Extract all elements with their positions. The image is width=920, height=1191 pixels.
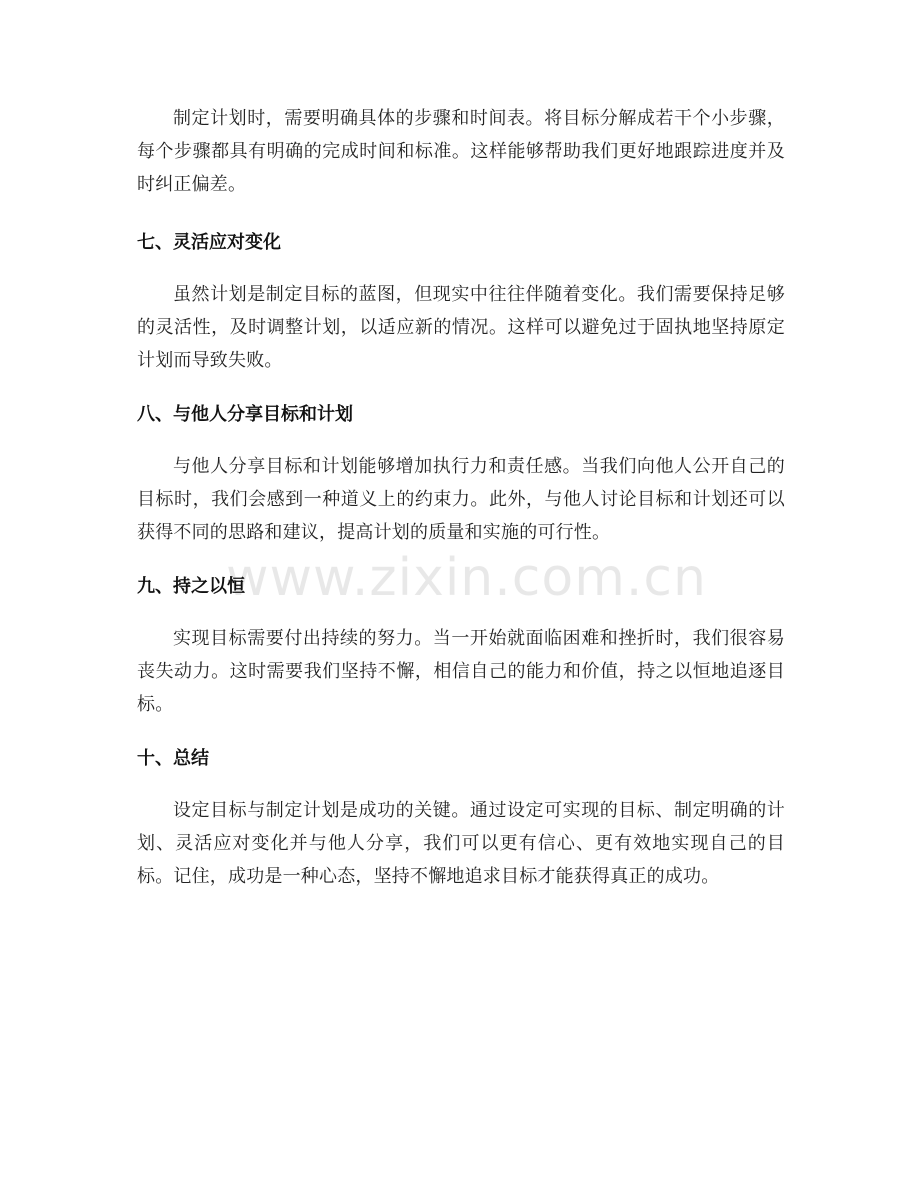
heading-section-8: 八、与他人分享目标和计划: [137, 404, 353, 425]
paragraph-section-9: 实现目标需要付出持续的努力。当一开始就面临困难和挫折时，我们很容易丧失动力。这时需要我们坚持不懈，相信自己的能力和价值，持之以恒地追逐目标。: [137, 628, 785, 715]
paragraph-section-8: 与他人分享目标和计划能够增加执行力和责任感。当我们向他人公开自己的目标时，我们会感到一种道义上的约束力。此外，与他人讨论目标和计划还可以获得不同的思路和建议，提高计划的质量和实施的可行性。: [137, 456, 785, 543]
section-9-heading-wrap: [137, 570, 785, 603]
watermark-text: www.zixin.com.cn: [226, 548, 707, 608]
section-8-heading-wrap: [137, 398, 785, 431]
paragraph-plan-details: 制定计划时，需要明确具体的步骤和时间表。将目标分解成若干个小步骤，每个步骤都具有明确的完成时间和标准。这样能够帮助我们更好地跟踪进度并及时纠正偏差。: [137, 108, 785, 195]
section-10-heading-wrap: [137, 742, 785, 775]
paragraph-section-7: 虽然计划是制定目标的蓝图，但现实中往往伴随着变化。我们需要保持足够的灵活性，及时调整计划，以适应新的情况。这样可以避免过于固执地坚持原定计划而导致失败。: [137, 284, 785, 371]
heading-section-9: 九、持之以恒: [137, 576, 245, 597]
paragraph-section-10: 设定目标与制定计划是成功的关键。通过设定可实现的目标、制定明确的计划、灵活应对变化并与他人分享，我们可以更有信心、更有效地实现自己的目标。记住，成功是一种心态，坚持不懈地追求目标才能获得真正的成功。: [137, 800, 785, 887]
section-plan-details: [137, 102, 785, 201]
section-10-body: [137, 794, 785, 893]
section-9-body: [137, 622, 785, 721]
heading-section-7: 七、灵活应对变化: [137, 232, 281, 253]
section-8-body: [137, 450, 785, 549]
section-7-body: [137, 278, 785, 377]
section-7-heading-wrap: [137, 226, 785, 259]
heading-section-10: 十、总结: [137, 748, 209, 769]
